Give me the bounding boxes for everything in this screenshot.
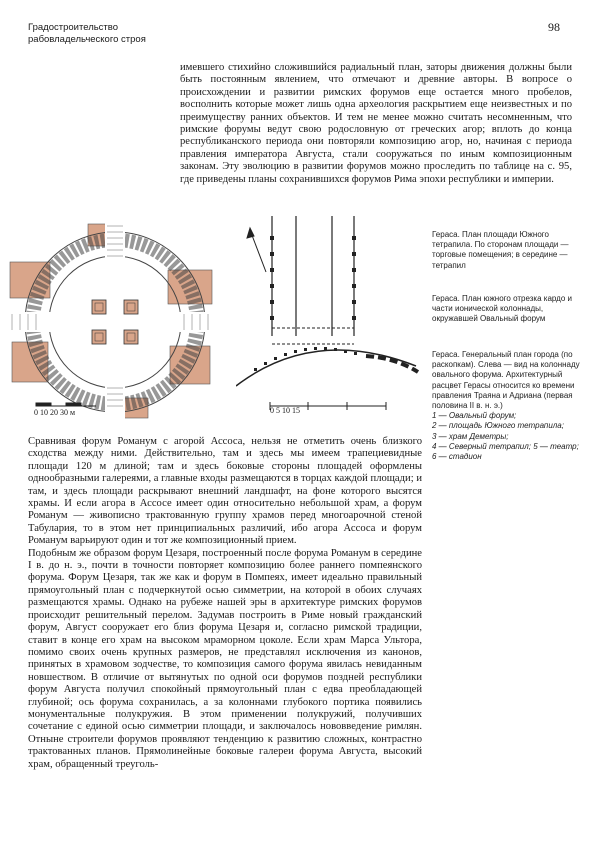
- caption-city-plan-text: Гераса. Генеральный план города (по раскопкам). Слева — вид на колоннаду овального форума. Архитектурный расцвет Герасы относится ко времени правления Траяна и Адриана (первая половина II в. н. э.): [432, 350, 580, 411]
- right-scale-label: 0 5 10 15: [270, 406, 300, 415]
- legend-item: 2 — площадь Южного тетрапила;: [432, 421, 564, 431]
- caption-tetrapylon: Гераса. План площади Южного тетрапила. По сторонам площади — торговые помещения; в середине — тетрапил: [432, 230, 569, 270]
- paragraph-forum-romanum: Сравнивая форум Романум с агорой Ассоса, нельзя не отметить очень близкого сходства между ними. Действительно, там и здесь мы имеем трапециевидные площади 120 м длиной; там и здесь боковые стороны площадей оформлены однообразными галереями, а главные входы размещаются в торцах каждой площади; и там, и здесь площади раскрывают внешний ландшафт, на фоне которого высятся храмы. И если агора в Ассосе имеет один относительно небольшой храм, а форум Романум — живописно трактованную группу храмов перед многоарочной стеной Табулария, то в этом нет принципиальных различий, ибо агора Ассоса и форум Романум варьируют один и тот же композиционный прием.: [28, 436, 422, 547]
- left-scale-label: 0 10 20 30 м: [34, 408, 76, 417]
- legend-item: 4 — Северный тетрапил; 5 — театр;: [432, 441, 579, 451]
- header-line-2: рабовладельческого строя: [28, 34, 146, 45]
- header-line-1: Градостроительство: [28, 22, 119, 33]
- caption-cardo: Гераса. План южного отрезка кардо и части ионической колоннады, окружавшей Овальный форум: [432, 294, 572, 324]
- legend-item: 3 — храм Деметры;: [432, 431, 509, 441]
- page-number: 98: [548, 20, 560, 34]
- caption-city-plan: [432, 350, 582, 462]
- paragraph-forum-caesar: Подобным же образом форум Цезаря, построенный после форума Романум в середине I в. до н. э., почти в точности повторяет композицию более раннего помпеянского форума. Форум Цезаря, так же как и форум в Помпеях, имеет идеально правильный прямоугольный план с подчеркнутой осью симметрии, на которой в обоих случаях размещаются храмы. Однако на рубеже нашей эры в архитектуре римских форумов происходит решительный перелом. Задумав построить в Риме новый гражданский форум, Август сооружает его близ форума Цезаря и, согласно римской традиции, ставит в конце его храм на высоком мраморном цоколе. Если храм Марса Ультора, помимо своих очень крупных размеров, не представлял исключения из канонов, принятых в храмовом зодчестве, то композиция самого форума явилась невиданным новшеством. В отличие от вытянутых по одной оси форумов поздней республики форум Августа получил спокойный прямоугольный план с едва преобладающей глубиной; ось форума сохранилась, а за колоннами глубокого портика появились монументальные полукружия. В этом применении полукружий, получивших сочетание с единой осью симметрии площади, и заключалось нововведение римлян. Отныне строители форумов проявляют тенденцию к развитию сложных, контрастно трактованных планов. Прямолинейные боковые галереи форума Августа, высокий храм, обращенный треуголь-: [28, 547, 422, 770]
- legend-item: 6 — стадион: [432, 452, 482, 462]
- legend-item: 1 — Овальный форум;: [432, 411, 517, 421]
- cardo-plan-figure: [236, 216, 426, 420]
- body-text: [28, 436, 422, 771]
- running-header: [28, 22, 146, 46]
- top-paragraph: имевшего стихийно сложившийся радиальный план, заторы движения должны были быть постоянным явлением, что отмечают и древние авторы. В вопросе о происхождении и развитии римских форумов еще остается много пробелов, восполнить которые может лишь одна археология раскрытием еще неизвестных и по преимуществу ранних объектов. И тем не менее можно считать несомненным, что римские форумы ведут свою родословную от греческих агор; вплоть до конца республиканского периода они повторяли композицию агор, но, начиная с периода правления императора Августа, стали сооружаться по иным композиционным законам. Эту эволюцию в развитии форумов можно проследить по таблице на с. 95, где приведены планы сохранившихся форумов Рима эпохи республики и империи.: [180, 62, 572, 185]
- tetrapylon-plan-figure: [8, 222, 222, 422]
